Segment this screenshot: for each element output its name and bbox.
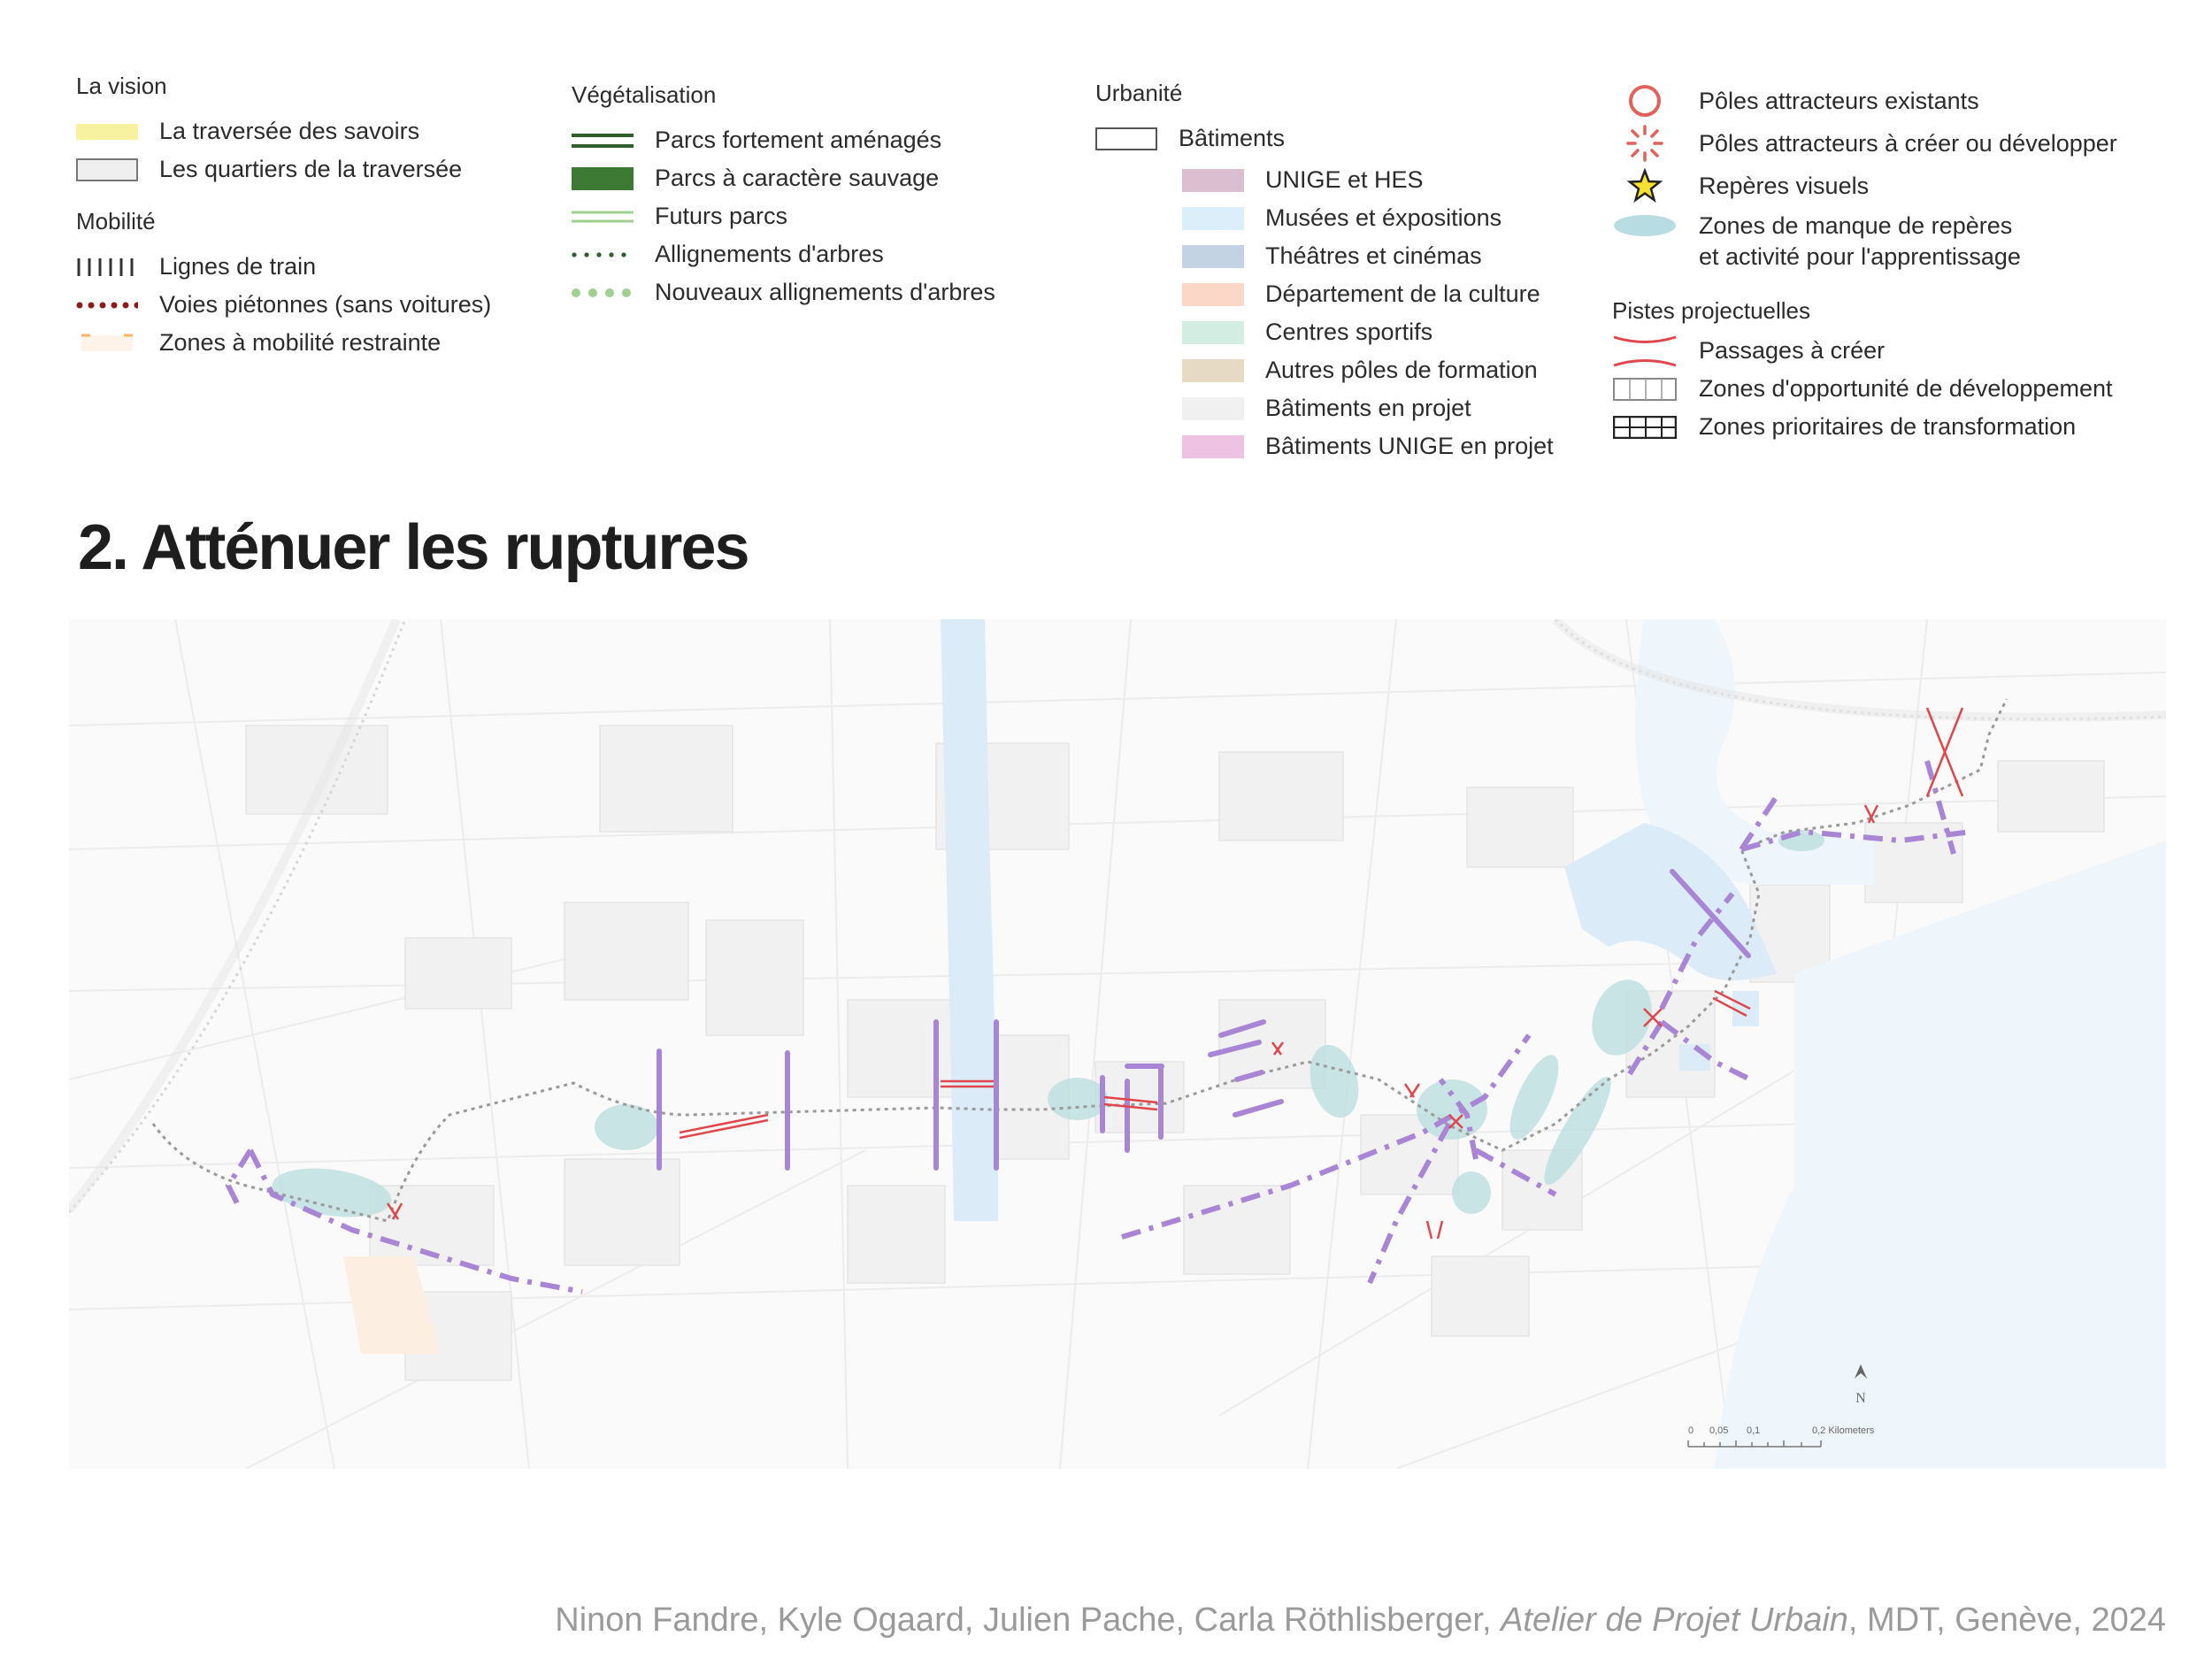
- legend-vegetalisation: [572, 81, 995, 311]
- legend-item-mobilite-restrainte: [76, 324, 491, 362]
- legend-item-train: [76, 248, 491, 286]
- passage-icon: [1612, 338, 1678, 365]
- legend-item-pietonnes: [76, 286, 491, 324]
- legend-label: Théâtres et cinémas: [1265, 242, 1482, 269]
- pedestrian-dotted-line-icon: [76, 292, 138, 319]
- legend-label: et activité pour l'apprentissage: [1699, 243, 2021, 270]
- legend-item-sportifs: [1182, 313, 1554, 351]
- legend-label: Autres pôles de formation: [1265, 357, 1538, 383]
- credit-authors: Ninon Fandre, Kyle Ogaard, Julien Pache, Carla Röthlisberger,: [555, 1601, 1502, 1639]
- legend-item-parcs-amenages: [572, 121, 995, 159]
- legend-item-reperes: [1612, 165, 2117, 207]
- legend-item-poles-creer: [1612, 122, 2117, 165]
- grey-swatch: [76, 158, 138, 181]
- formation-swatch: [1182, 359, 1244, 382]
- legend-label: Voies piétonnes (sans voitures): [159, 291, 492, 318]
- image-credit: [555, 1601, 2166, 1640]
- scale-label: 0,05: [1709, 1425, 1729, 1436]
- dotted-line-icon: [572, 242, 634, 268]
- scale-label: 0,2 Kilometers: [1812, 1425, 1875, 1436]
- double-light-line-icon: [572, 204, 634, 230]
- legend-label: Bâtiments en projet: [1265, 395, 1471, 421]
- legend-label: Lignes de train: [159, 253, 317, 280]
- scale-label: 0: [1688, 1425, 1694, 1436]
- projet-swatch: [1182, 397, 1244, 420]
- legend-item-quartiers: [76, 150, 491, 188]
- legend-item-zones-prioritaires: [1612, 408, 2117, 446]
- legend-label: Zones à mobilité restrainte: [159, 329, 442, 356]
- legend-item-unige: [1182, 161, 1554, 199]
- legend-label: Repères visuels: [1699, 172, 1870, 199]
- yellow-swatch: [76, 124, 138, 140]
- north-label: N: [1855, 1391, 1866, 1406]
- legend-label: Centres sportifs: [1265, 319, 1433, 345]
- legend-item-nouveaux-allignements: [572, 273, 995, 311]
- dashed-ring-icon: [1612, 130, 1678, 157]
- train-line-icon: [76, 254, 138, 280]
- legend-label: Nouveaux allignements d'arbres: [655, 279, 995, 305]
- legend-item-allignements: [572, 235, 995, 273]
- legend-item-poles-existants: [1612, 80, 2117, 122]
- legend-poles: [1612, 80, 2117, 446]
- legend-item-futurs-parcs: [572, 197, 995, 235]
- green-swatch: [572, 167, 634, 190]
- legend-item-culture: [1182, 275, 1554, 313]
- ellipse-icon: [1612, 212, 1678, 239]
- unige-swatch: [1182, 169, 1244, 192]
- star-icon: [1612, 173, 1678, 199]
- legend-pistes-title: Pistes projectuelles: [1612, 297, 1810, 324]
- legend-item-theatres: [1182, 237, 1554, 275]
- scale-label: 0,1: [1747, 1425, 1761, 1436]
- legend-urbanite-title: Urbanité: [1095, 80, 1183, 106]
- credit-rest: , MDT, Genève, 2024: [1847, 1601, 2166, 1639]
- legend-item-parcs-sauvage: [572, 159, 995, 197]
- legend-label: Musées et éxpositions: [1265, 204, 1502, 231]
- legend-label: Bâtiments UNIGE en projet: [1265, 433, 1554, 459]
- unige-projet-swatch: [1182, 435, 1244, 458]
- legend-label: La traversée des savoirs: [159, 118, 420, 144]
- legend-label: Futurs parcs: [655, 203, 788, 229]
- grid-dark-icon: [1612, 414, 1678, 441]
- large-dotted-line-icon: [572, 280, 634, 306]
- legend-item-zones-opportunite: [1612, 370, 2117, 408]
- legend-label: Zones d'opportunité de développement: [1699, 375, 2113, 402]
- legend-vision: [76, 73, 491, 362]
- map: [69, 619, 2166, 1469]
- theatres-swatch: [1182, 245, 1244, 268]
- legend-label: Pôles attracteurs à créer ou développer: [1699, 129, 2117, 157]
- legend-vision-title: La vision: [76, 73, 167, 99]
- legend-label: Pôles attracteurs existants: [1699, 87, 1979, 114]
- legend-urbanite: [1095, 80, 1554, 465]
- legend-label: Passages à créer: [1699, 337, 1886, 364]
- page-title: 2. Atténuer les ruptures: [78, 512, 749, 583]
- legend-mobilite-title: Mobilité: [76, 208, 156, 234]
- building-outline-swatch: [1095, 127, 1157, 150]
- legend-item-musees: [1182, 199, 1554, 237]
- legend-label: Département de la culture: [1265, 280, 1540, 307]
- restricted-zone-icon: [76, 330, 138, 357]
- legend-item-batiments: [1095, 119, 1554, 157]
- legend-item-formation: [1182, 351, 1554, 389]
- legend-item-batiments-projet: [1182, 389, 1554, 427]
- legend-label: UNIGE et HES: [1265, 166, 1424, 193]
- legend-label: Zones de manque de repères: [1699, 212, 2013, 239]
- grid-light-icon: [1612, 376, 1678, 403]
- legend-item-unige-projet: [1182, 427, 1554, 465]
- culture-swatch: [1182, 283, 1244, 306]
- legend-item-zones-manque: [1612, 207, 2117, 274]
- legend-item-passages: [1612, 332, 2117, 370]
- legend-vegetalisation-title: Végétalisation: [572, 81, 717, 108]
- legend-label: Allignements d'arbres: [655, 241, 884, 267]
- legend-label: Les quartiers de la traversée: [159, 156, 463, 182]
- legend-item-traversee: [76, 112, 491, 150]
- double-line-icon: [572, 127, 634, 154]
- legend-label: Bâtiments: [1179, 125, 1286, 151]
- legend-label: Parcs fortement aménagés: [655, 127, 942, 153]
- musees-swatch: [1182, 207, 1244, 230]
- legend-label: Zones prioritaires de transformation: [1699, 413, 2077, 440]
- legend-label: Parcs à caractère sauvage: [655, 165, 940, 191]
- credit-title: Atelier de Projet Urbain: [1501, 1601, 1848, 1639]
- circle-ring-icon: [1612, 88, 1678, 114]
- sportifs-swatch: [1182, 321, 1244, 344]
- quay-basin: [1732, 991, 1759, 1026]
